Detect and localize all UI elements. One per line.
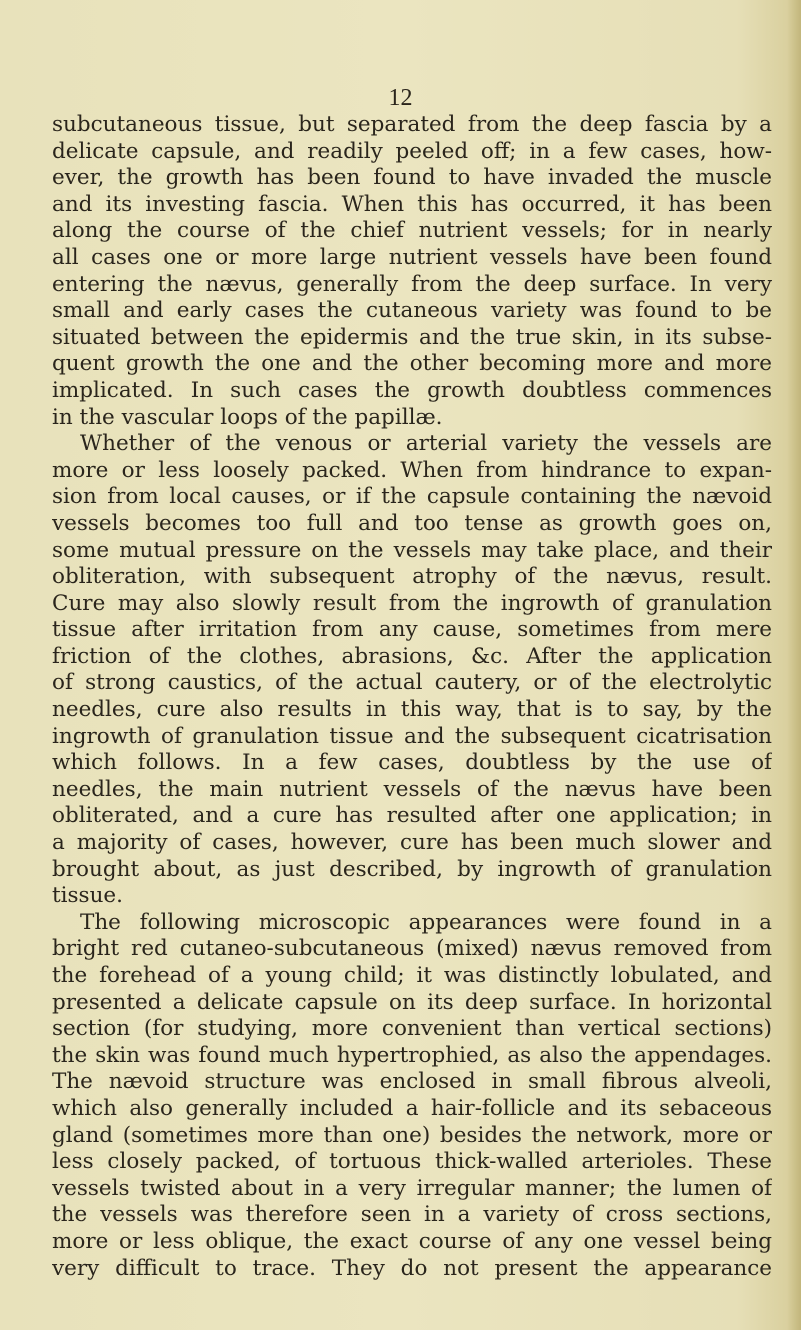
text-line: quent growth the one and the other becoming more and more [52,351,772,377]
text-line: which follows. In a few cases, doubtless by the use of [52,750,772,776]
text-line: presented a delicate capsule on its deep surface. In horizontal [52,989,772,1015]
text-line: friction of the clothes, abrasions, &c. After the application [52,643,772,669]
text-line: Whether of the venous or arterial variety the vessels are [80,431,772,457]
text-line: needles, the main nutrient vessels of the nævus have been [52,776,772,802]
text-line: in the vascular loops of the papillæ. [52,404,443,430]
text-line: more or less oblique, the exact course of any one vessel being [52,1228,772,1254]
text-line: tissue. [52,883,123,909]
text-line: along the course of the chief nutrient vessels; for in nearly [52,218,772,244]
text-line: a majority of cases, however, cure has been much slower and [52,830,772,856]
text-line: subcutaneous tissue, but separated from the deep fascia by a [52,112,772,137]
text-line: section (for studying, more convenient than vertical sections) [52,1016,772,1042]
text-line: sion from local causes, or if the capsule containing the nævoid [52,484,772,510]
text-line: which also generally included a hair-follicle and its sebaceous [52,1095,772,1121]
page-number: 12 [388,85,413,111]
text-line: very difficult to trace. They do not present the appearance [52,1255,772,1281]
text-line: all cases one or more large nutrient vessels have been found [52,244,772,270]
text-line: obliterated, and a cure has resulted after one application; in [52,803,772,829]
text-line: small and early cases the cutaneous variety was found to be [52,298,772,324]
text-line: ever, the growth has been found to have invaded the muscle [52,165,772,191]
text-line: the forehead of a young child; it was distinctly lobulated, and [52,963,772,988]
text-line: the vessels was therefore seen in a variety of cross sections, [52,1202,772,1228]
text-line: brought about, as just described, by ingrowth of granulation [52,856,772,882]
text-line: more or less loosely packed. When from hindrance to expan- [52,457,772,483]
text-line: ingrowth of granulation tissue and the subsequent cicatrisation [52,723,772,749]
text-line: and its investing fascia. When this has occurred, it has been [52,191,772,217]
text-line: delicate capsule, and readily peeled off; in a few cases, how- [52,138,772,164]
text-line: obliteration, with subsequent atrophy of the nævus, result. [52,564,772,590]
text-line: implicated. In such cases the growth doubtless commences [52,377,772,403]
text-line: tissue after irritation from any cause, sometimes from mere [52,617,772,643]
text-line: vessels becomes too full and too tense as growth goes on, [52,510,772,536]
text-line: bright red cutaneo-subcutaneous (mixed) nævus removed from [52,936,772,962]
text-line: the skin was found much hypertrophied, as also the appendages. [52,1042,772,1068]
text-line: The nævoid structure was enclosed in small fibrous alveoli, [52,1069,772,1095]
page-edge-shadow [787,0,801,1330]
text-line: gland (sometimes more than one) besides the network, more or [52,1122,772,1148]
text-line: The following microscopic appearances were found in a [80,909,772,935]
text-line: Cure may also slowly result from the ingrowth of granulation [52,590,772,616]
text-line: less closely packed, of tortuous thick-walled arterioles. These [52,1149,772,1175]
text-line: situated between the epidermis and the true skin, in its subse- [52,324,772,350]
text-line: vessels twisted about in a very irregular manner; the lumen of [52,1175,772,1201]
text-line: some mutual pressure on the vessels may take place, and their [52,537,772,563]
text-line: needles, cure also results in this way, that is to say, by the [52,697,772,723]
text-line: of strong caustics, of the actual cautery, or of the electrolytic [52,670,772,696]
text-line: entering the nævus, generally from the deep surface. In very [52,271,772,297]
body-text [52,112,772,1282]
